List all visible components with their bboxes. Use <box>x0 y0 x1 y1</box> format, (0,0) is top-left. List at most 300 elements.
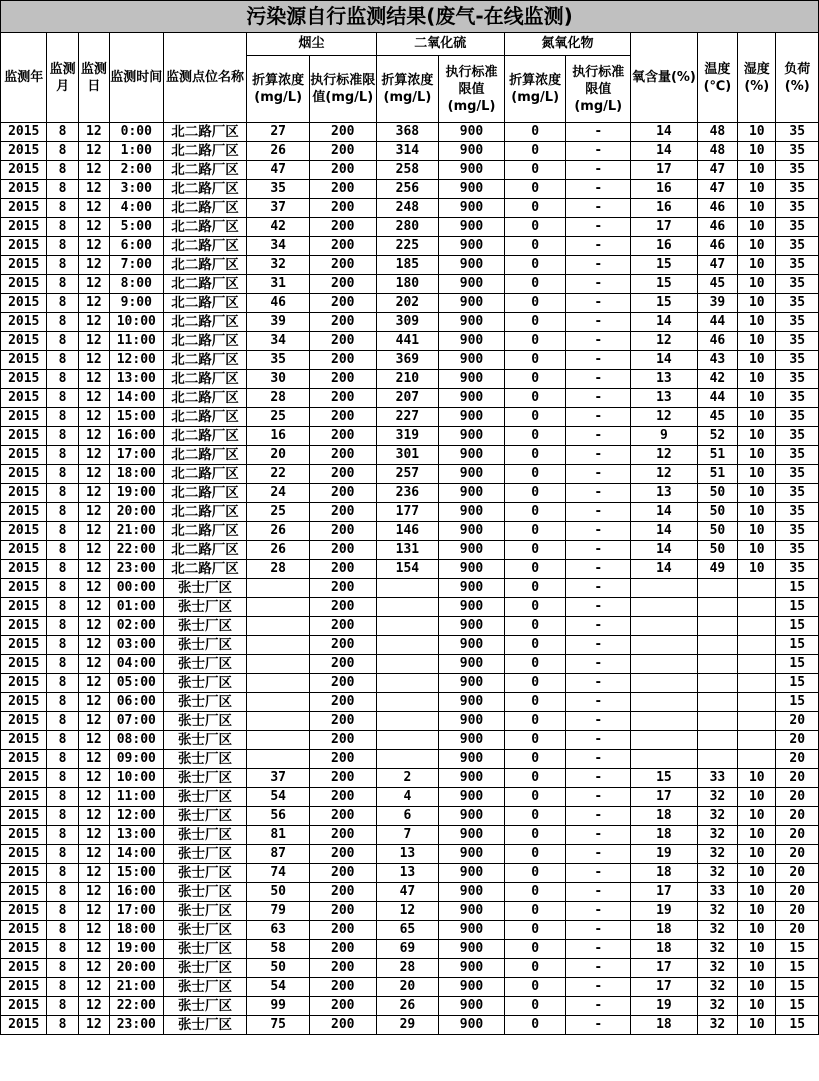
cell-day: 12 <box>78 617 109 636</box>
cell-nox-limit: - <box>566 997 631 1016</box>
cell-dust-limit: 200 <box>309 389 376 408</box>
cell-load: 15 <box>776 579 819 598</box>
table-row <box>1 617 819 636</box>
cell-nox-conc: 0 <box>504 655 566 674</box>
cell-day: 12 <box>78 902 109 921</box>
cell-load: 35 <box>776 161 819 180</box>
cell-month: 8 <box>47 750 78 769</box>
cell-load: 20 <box>776 788 819 807</box>
cell-humidity: 10 <box>738 123 776 142</box>
cell-time: 2:00 <box>110 161 164 180</box>
cell-oxygen: 18 <box>631 864 698 883</box>
cell-site: 张士厂区 <box>163 845 247 864</box>
cell-site: 张士厂区 <box>163 769 247 788</box>
cell-load: 15 <box>776 978 819 997</box>
cell-nox-limit: - <box>566 788 631 807</box>
cell-so2-limit: 900 <box>439 408 505 427</box>
cell-dust-conc: 27 <box>247 123 310 142</box>
cell-temp: 46 <box>697 218 737 237</box>
table-row <box>1 275 819 294</box>
cell-temp: 50 <box>697 522 737 541</box>
cell-nox-limit: - <box>566 541 631 560</box>
cell-so2-limit: 900 <box>439 997 505 1016</box>
cell-so2-limit: 900 <box>439 446 505 465</box>
table-row <box>1 864 819 883</box>
cell-month: 8 <box>47 522 78 541</box>
cell-dust-conc <box>247 750 310 769</box>
cell-month: 8 <box>47 769 78 788</box>
cell-nox-conc: 0 <box>504 351 566 370</box>
cell-temp: 32 <box>697 864 737 883</box>
cell-oxygen: 12 <box>631 408 698 427</box>
cell-nox-conc: 0 <box>504 180 566 199</box>
cell-oxygen: 17 <box>631 978 698 997</box>
cell-oxygen: 14 <box>631 351 698 370</box>
monitoring-table <box>0 32 819 1035</box>
cell-month: 8 <box>47 978 78 997</box>
cell-dust-conc: 79 <box>247 902 310 921</box>
table-row <box>1 826 819 845</box>
cell-site: 北二路厂区 <box>163 427 247 446</box>
cell-dust-limit: 200 <box>309 560 376 579</box>
cell-temp: 46 <box>697 199 737 218</box>
cell-load: 15 <box>776 693 819 712</box>
cell-time: 01:00 <box>110 598 164 617</box>
cell-humidity <box>738 655 776 674</box>
cell-day: 12 <box>78 142 109 161</box>
cell-load: 35 <box>776 332 819 351</box>
table-row <box>1 142 819 161</box>
cell-day: 12 <box>78 655 109 674</box>
cell-time: 11:00 <box>110 788 164 807</box>
cell-time: 15:00 <box>110 408 164 427</box>
cell-month: 8 <box>47 617 78 636</box>
cell-dust-conc: 54 <box>247 978 310 997</box>
cell-so2-limit: 900 <box>439 693 505 712</box>
cell-humidity: 10 <box>738 959 776 978</box>
cell-humidity <box>738 636 776 655</box>
cell-dust-limit: 200 <box>309 465 376 484</box>
cell-so2-limit: 900 <box>439 161 505 180</box>
cell-nox-conc: 0 <box>504 370 566 389</box>
cell-load: 35 <box>776 237 819 256</box>
cell-load: 35 <box>776 199 819 218</box>
cell-time: 14:00 <box>110 389 164 408</box>
header-dust-limit: 执行标准限值(mg/L) <box>309 56 376 123</box>
header-so2-limit: 执行标准限值(mg/L) <box>439 56 505 123</box>
cell-oxygen: 12 <box>631 465 698 484</box>
cell-year: 2015 <box>1 731 47 750</box>
cell-dust-limit: 200 <box>309 598 376 617</box>
cell-year: 2015 <box>1 294 47 313</box>
cell-humidity <box>738 674 776 693</box>
table-row <box>1 123 819 142</box>
cell-nox-limit: - <box>566 636 631 655</box>
cell-dust-limit: 200 <box>309 807 376 826</box>
header-so2-conc: 折算浓度(mg/L) <box>376 56 439 123</box>
cell-load: 35 <box>776 465 819 484</box>
cell-humidity: 10 <box>738 940 776 959</box>
table-row <box>1 199 819 218</box>
table-row <box>1 522 819 541</box>
cell-day: 12 <box>78 484 109 503</box>
cell-oxygen <box>631 655 698 674</box>
cell-nox-conc: 0 <box>504 199 566 218</box>
cell-temp <box>697 674 737 693</box>
cell-month: 8 <box>47 541 78 560</box>
cell-nox-limit: - <box>566 959 631 978</box>
cell-day: 12 <box>78 180 109 199</box>
cell-time: 00:00 <box>110 579 164 598</box>
cell-site: 张士厂区 <box>163 921 247 940</box>
cell-temp <box>697 693 737 712</box>
cell-temp: 32 <box>697 940 737 959</box>
cell-nox-conc: 0 <box>504 940 566 959</box>
cell-oxygen <box>631 693 698 712</box>
cell-year: 2015 <box>1 465 47 484</box>
cell-site: 北二路厂区 <box>163 275 247 294</box>
cell-dust-conc: 35 <box>247 180 310 199</box>
table-row <box>1 446 819 465</box>
header-humidity: 湿度(%) <box>738 33 776 123</box>
cell-dust-conc <box>247 617 310 636</box>
header-so2: 二氧化硫 <box>376 33 504 56</box>
cell-time: 17:00 <box>110 446 164 465</box>
cell-dust-limit: 200 <box>309 883 376 902</box>
cell-dust-limit: 200 <box>309 864 376 883</box>
cell-nox-limit: - <box>566 731 631 750</box>
cell-so2-conc: 368 <box>376 123 439 142</box>
cell-humidity: 10 <box>738 978 776 997</box>
cell-month: 8 <box>47 484 78 503</box>
cell-site: 张士厂区 <box>163 712 247 731</box>
table-row <box>1 997 819 1016</box>
cell-day: 12 <box>78 275 109 294</box>
cell-dust-conc: 25 <box>247 503 310 522</box>
cell-year: 2015 <box>1 237 47 256</box>
cell-dust-conc <box>247 579 310 598</box>
cell-temp: 49 <box>697 560 737 579</box>
cell-load: 15 <box>776 598 819 617</box>
table-row <box>1 313 819 332</box>
cell-nox-limit: - <box>566 826 631 845</box>
cell-month: 8 <box>47 142 78 161</box>
cell-so2-conc <box>376 731 439 750</box>
cell-humidity: 10 <box>738 218 776 237</box>
cell-so2-limit: 900 <box>439 142 505 161</box>
cell-month: 8 <box>47 237 78 256</box>
cell-day: 12 <box>78 693 109 712</box>
cell-day: 12 <box>78 313 109 332</box>
cell-so2-limit: 900 <box>439 940 505 959</box>
table-row <box>1 636 819 655</box>
cell-humidity <box>738 579 776 598</box>
cell-year: 2015 <box>1 978 47 997</box>
cell-year: 2015 <box>1 807 47 826</box>
cell-nox-conc: 0 <box>504 1016 566 1035</box>
cell-dust-conc: 26 <box>247 541 310 560</box>
cell-temp <box>697 750 737 769</box>
cell-humidity: 10 <box>738 313 776 332</box>
cell-dust-conc: 22 <box>247 465 310 484</box>
cell-dust-limit: 200 <box>309 446 376 465</box>
cell-dust-conc: 39 <box>247 313 310 332</box>
cell-month: 8 <box>47 655 78 674</box>
cell-nox-conc: 0 <box>504 294 566 313</box>
cell-nox-conc: 0 <box>504 712 566 731</box>
cell-nox-limit: - <box>566 275 631 294</box>
cell-so2-limit: 900 <box>439 1016 505 1035</box>
cell-so2-limit: 900 <box>439 579 505 598</box>
cell-year: 2015 <box>1 997 47 1016</box>
cell-so2-limit: 900 <box>439 560 505 579</box>
cell-month: 8 <box>47 427 78 446</box>
cell-nox-limit: - <box>566 845 631 864</box>
cell-time: 13:00 <box>110 826 164 845</box>
cell-day: 12 <box>78 883 109 902</box>
cell-nox-conc: 0 <box>504 617 566 636</box>
cell-month: 8 <box>47 807 78 826</box>
cell-year: 2015 <box>1 864 47 883</box>
cell-load: 35 <box>776 370 819 389</box>
cell-dust-conc: 16 <box>247 427 310 446</box>
cell-nox-conc: 0 <box>504 826 566 845</box>
cell-time: 07:00 <box>110 712 164 731</box>
cell-month: 8 <box>47 731 78 750</box>
header-oxygen: 氧含量(%) <box>631 33 698 123</box>
cell-day: 12 <box>78 522 109 541</box>
cell-dust-conc: 31 <box>247 275 310 294</box>
cell-site: 张士厂区 <box>163 959 247 978</box>
cell-year: 2015 <box>1 1016 47 1035</box>
cell-time: 22:00 <box>110 997 164 1016</box>
cell-site: 北二路厂区 <box>163 351 247 370</box>
cell-so2-limit: 900 <box>439 655 505 674</box>
cell-month: 8 <box>47 693 78 712</box>
cell-dust-conc: 20 <box>247 446 310 465</box>
cell-temp: 47 <box>697 180 737 199</box>
cell-dust-conc <box>247 731 310 750</box>
cell-day: 12 <box>78 123 109 142</box>
cell-dust-conc: 28 <box>247 560 310 579</box>
cell-temp: 50 <box>697 484 737 503</box>
cell-year: 2015 <box>1 218 47 237</box>
cell-oxygen: 17 <box>631 788 698 807</box>
cell-load: 35 <box>776 256 819 275</box>
cell-time: 16:00 <box>110 883 164 902</box>
cell-month: 8 <box>47 636 78 655</box>
cell-year: 2015 <box>1 788 47 807</box>
cell-dust-conc <box>247 693 310 712</box>
cell-temp <box>697 598 737 617</box>
cell-month: 8 <box>47 503 78 522</box>
cell-so2-limit: 900 <box>439 788 505 807</box>
cell-so2-conc: 13 <box>376 864 439 883</box>
cell-site: 张士厂区 <box>163 978 247 997</box>
cell-load: 15 <box>776 1016 819 1035</box>
cell-time: 0:00 <box>110 123 164 142</box>
cell-nox-limit: - <box>566 161 631 180</box>
cell-nox-conc: 0 <box>504 161 566 180</box>
cell-year: 2015 <box>1 674 47 693</box>
cell-nox-conc: 0 <box>504 845 566 864</box>
cell-time: 3:00 <box>110 180 164 199</box>
cell-site: 张士厂区 <box>163 693 247 712</box>
cell-so2-conc: 131 <box>376 541 439 560</box>
cell-time: 16:00 <box>110 427 164 446</box>
cell-nox-conc: 0 <box>504 522 566 541</box>
table-row <box>1 845 819 864</box>
cell-oxygen: 12 <box>631 446 698 465</box>
table-row <box>1 959 819 978</box>
header-nox-conc: 折算浓度(mg/L) <box>504 56 566 123</box>
cell-humidity: 10 <box>738 408 776 427</box>
cell-temp: 48 <box>697 142 737 161</box>
cell-year: 2015 <box>1 959 47 978</box>
cell-month: 8 <box>47 788 78 807</box>
header-nox: 氮氧化物 <box>504 33 630 56</box>
cell-humidity: 10 <box>738 845 776 864</box>
cell-so2-conc: 227 <box>376 408 439 427</box>
cell-dust-limit: 200 <box>309 712 376 731</box>
cell-oxygen: 18 <box>631 826 698 845</box>
cell-nox-conc: 0 <box>504 332 566 351</box>
cell-site: 张士厂区 <box>163 731 247 750</box>
cell-load: 35 <box>776 484 819 503</box>
cell-year: 2015 <box>1 712 47 731</box>
cell-load: 20 <box>776 883 819 902</box>
cell-load: 20 <box>776 750 819 769</box>
cell-dust-conc: 25 <box>247 408 310 427</box>
cell-so2-conc: 65 <box>376 921 439 940</box>
cell-month: 8 <box>47 902 78 921</box>
cell-temp: 32 <box>697 1016 737 1035</box>
cell-time: 19:00 <box>110 484 164 503</box>
cell-site: 北二路厂区 <box>163 446 247 465</box>
table-row <box>1 294 819 313</box>
cell-so2-limit: 900 <box>439 750 505 769</box>
cell-dust-conc: 24 <box>247 484 310 503</box>
cell-so2-conc: 6 <box>376 807 439 826</box>
cell-nox-conc: 0 <box>504 275 566 294</box>
cell-humidity: 10 <box>738 769 776 788</box>
cell-month: 8 <box>47 218 78 237</box>
cell-day: 12 <box>78 1016 109 1035</box>
cell-month: 8 <box>47 845 78 864</box>
cell-load: 35 <box>776 275 819 294</box>
cell-nox-conc: 0 <box>504 560 566 579</box>
cell-dust-limit: 200 <box>309 370 376 389</box>
cell-day: 12 <box>78 370 109 389</box>
cell-dust-conc: 37 <box>247 769 310 788</box>
cell-nox-limit: - <box>566 389 631 408</box>
cell-dust-conc: 34 <box>247 237 310 256</box>
cell-humidity: 10 <box>738 180 776 199</box>
cell-time: 03:00 <box>110 636 164 655</box>
cell-year: 2015 <box>1 275 47 294</box>
cell-oxygen: 9 <box>631 427 698 446</box>
table-row <box>1 256 819 275</box>
cell-oxygen <box>631 712 698 731</box>
cell-site: 张士厂区 <box>163 902 247 921</box>
cell-dust-limit: 200 <box>309 617 376 636</box>
cell-so2-limit: 900 <box>439 351 505 370</box>
cell-time: 5:00 <box>110 218 164 237</box>
cell-oxygen: 16 <box>631 180 698 199</box>
cell-nox-limit: - <box>566 313 631 332</box>
cell-day: 12 <box>78 807 109 826</box>
cell-load: 15 <box>776 655 819 674</box>
cell-so2-limit: 900 <box>439 313 505 332</box>
cell-so2-limit: 900 <box>439 845 505 864</box>
table-row <box>1 541 819 560</box>
cell-so2-limit: 900 <box>439 712 505 731</box>
cell-load: 35 <box>776 522 819 541</box>
cell-so2-limit: 900 <box>439 921 505 940</box>
table-row <box>1 693 819 712</box>
cell-nox-limit: - <box>566 617 631 636</box>
cell-month: 8 <box>47 864 78 883</box>
cell-nox-conc: 0 <box>504 864 566 883</box>
cell-day: 12 <box>78 864 109 883</box>
cell-temp: 32 <box>697 902 737 921</box>
cell-time: 1:00 <box>110 142 164 161</box>
cell-so2-conc: 309 <box>376 313 439 332</box>
cell-day: 12 <box>78 218 109 237</box>
cell-so2-conc <box>376 636 439 655</box>
cell-site: 张士厂区 <box>163 864 247 883</box>
cell-site: 张士厂区 <box>163 636 247 655</box>
cell-nox-conc: 0 <box>504 123 566 142</box>
cell-temp: 44 <box>697 389 737 408</box>
cell-nox-limit: - <box>566 370 631 389</box>
cell-so2-limit: 900 <box>439 731 505 750</box>
cell-so2-limit: 900 <box>439 465 505 484</box>
cell-time: 12:00 <box>110 807 164 826</box>
table-row <box>1 332 819 351</box>
cell-site: 张士厂区 <box>163 826 247 845</box>
cell-year: 2015 <box>1 560 47 579</box>
cell-day: 12 <box>78 237 109 256</box>
cell-temp: 45 <box>697 275 737 294</box>
cell-nox-limit: - <box>566 294 631 313</box>
cell-dust-conc <box>247 655 310 674</box>
cell-time: 09:00 <box>110 750 164 769</box>
cell-load: 20 <box>776 712 819 731</box>
cell-humidity: 10 <box>738 864 776 883</box>
cell-oxygen: 19 <box>631 902 698 921</box>
cell-day: 12 <box>78 161 109 180</box>
table-row <box>1 598 819 617</box>
cell-month: 8 <box>47 598 78 617</box>
cell-dust-limit: 200 <box>309 275 376 294</box>
cell-nox-limit: - <box>566 503 631 522</box>
cell-month: 8 <box>47 997 78 1016</box>
cell-so2-conc: 441 <box>376 332 439 351</box>
cell-year: 2015 <box>1 199 47 218</box>
cell-so2-limit: 900 <box>439 237 505 256</box>
cell-temp: 32 <box>697 845 737 864</box>
table-row <box>1 1016 819 1035</box>
cell-dust-limit: 200 <box>309 731 376 750</box>
table-row <box>1 484 819 503</box>
cell-year: 2015 <box>1 484 47 503</box>
cell-oxygen: 12 <box>631 332 698 351</box>
cell-load: 35 <box>776 180 819 199</box>
cell-day: 12 <box>78 788 109 807</box>
cell-so2-limit: 900 <box>439 199 505 218</box>
cell-dust-conc <box>247 636 310 655</box>
